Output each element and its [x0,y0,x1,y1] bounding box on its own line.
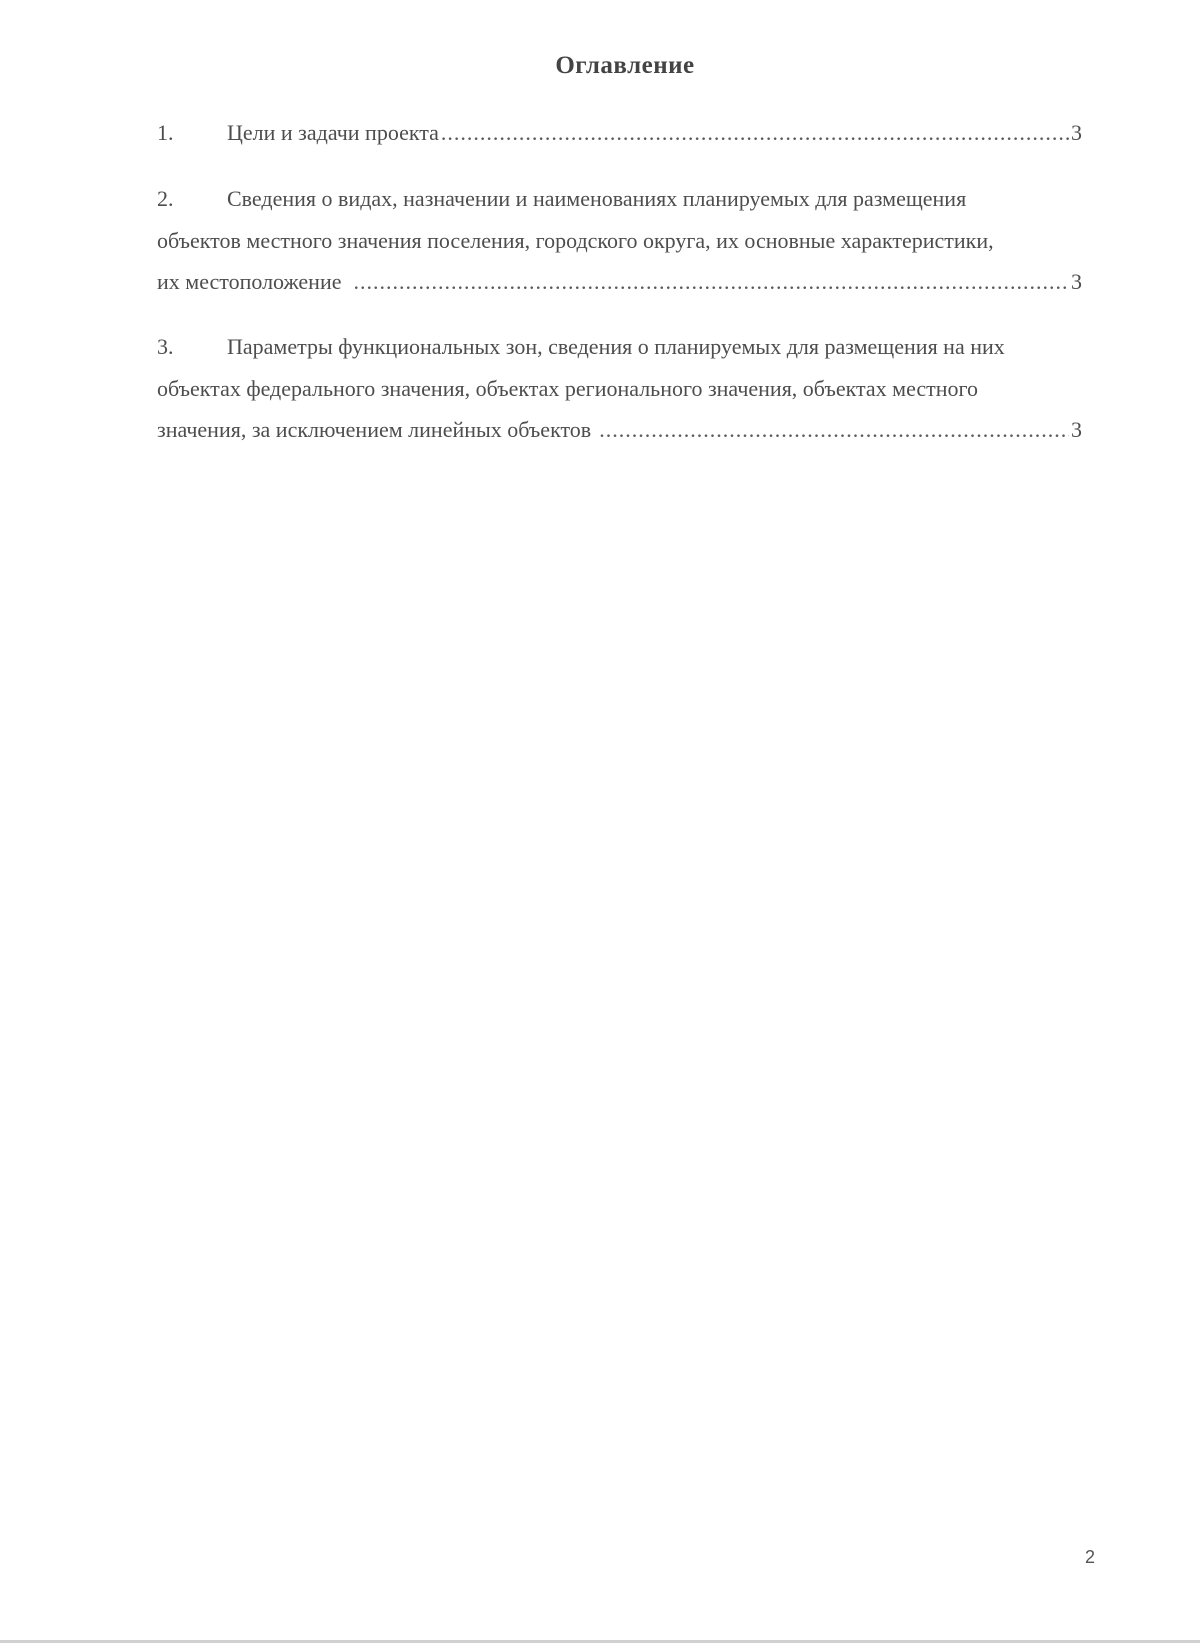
toc-entry-text: Параметры функциональных зон, сведения о планируемых для размещения на них [227,334,1005,359]
toc-entry-text: их местоположение [157,269,342,294]
toc-entry-2[interactable] [157,178,1082,303]
dot-leader [441,112,1069,154]
dot-leader [599,409,1069,451]
toc-entry-page: 3 [1071,120,1082,145]
toc-entry-3[interactable] [157,326,1082,451]
toc-entry-line [157,261,1082,303]
toc-entry-line [157,178,1082,220]
page-number: 2 [1085,1547,1096,1567]
toc-entry-number: 1. [157,120,174,145]
toc-entry-text: значения, за исключением линейных объектов [157,417,592,442]
toc-entry-line [157,326,1082,368]
toc-entry-line [157,112,1082,154]
toc-entry-line [157,368,1082,410]
toc-entry-line [157,220,1082,262]
dot-leader [354,261,1070,303]
toc-entry-number: 2. [157,186,174,211]
toc-entry-1[interactable] [157,112,1082,154]
toc-entry-number: 3. [157,334,174,359]
toc-entry-page: 3 [1071,269,1082,294]
toc-entry-text: объектов местного значения поселения, городского округа, их основные характеристики, [157,227,994,253]
page-title: Оглавление [555,52,695,79]
toc-entry-text: Цели и задачи проекта [227,120,439,145]
toc-entry-text: объектах федерального значения, объектах регионального значения, объектах местного [157,375,979,401]
toc-entry-text: Сведения о видах, назначении и наименованиях планируемых для размещения [227,186,967,211]
toc-entry-line [157,409,1082,451]
toc-entry-page: 3 [1071,417,1082,442]
